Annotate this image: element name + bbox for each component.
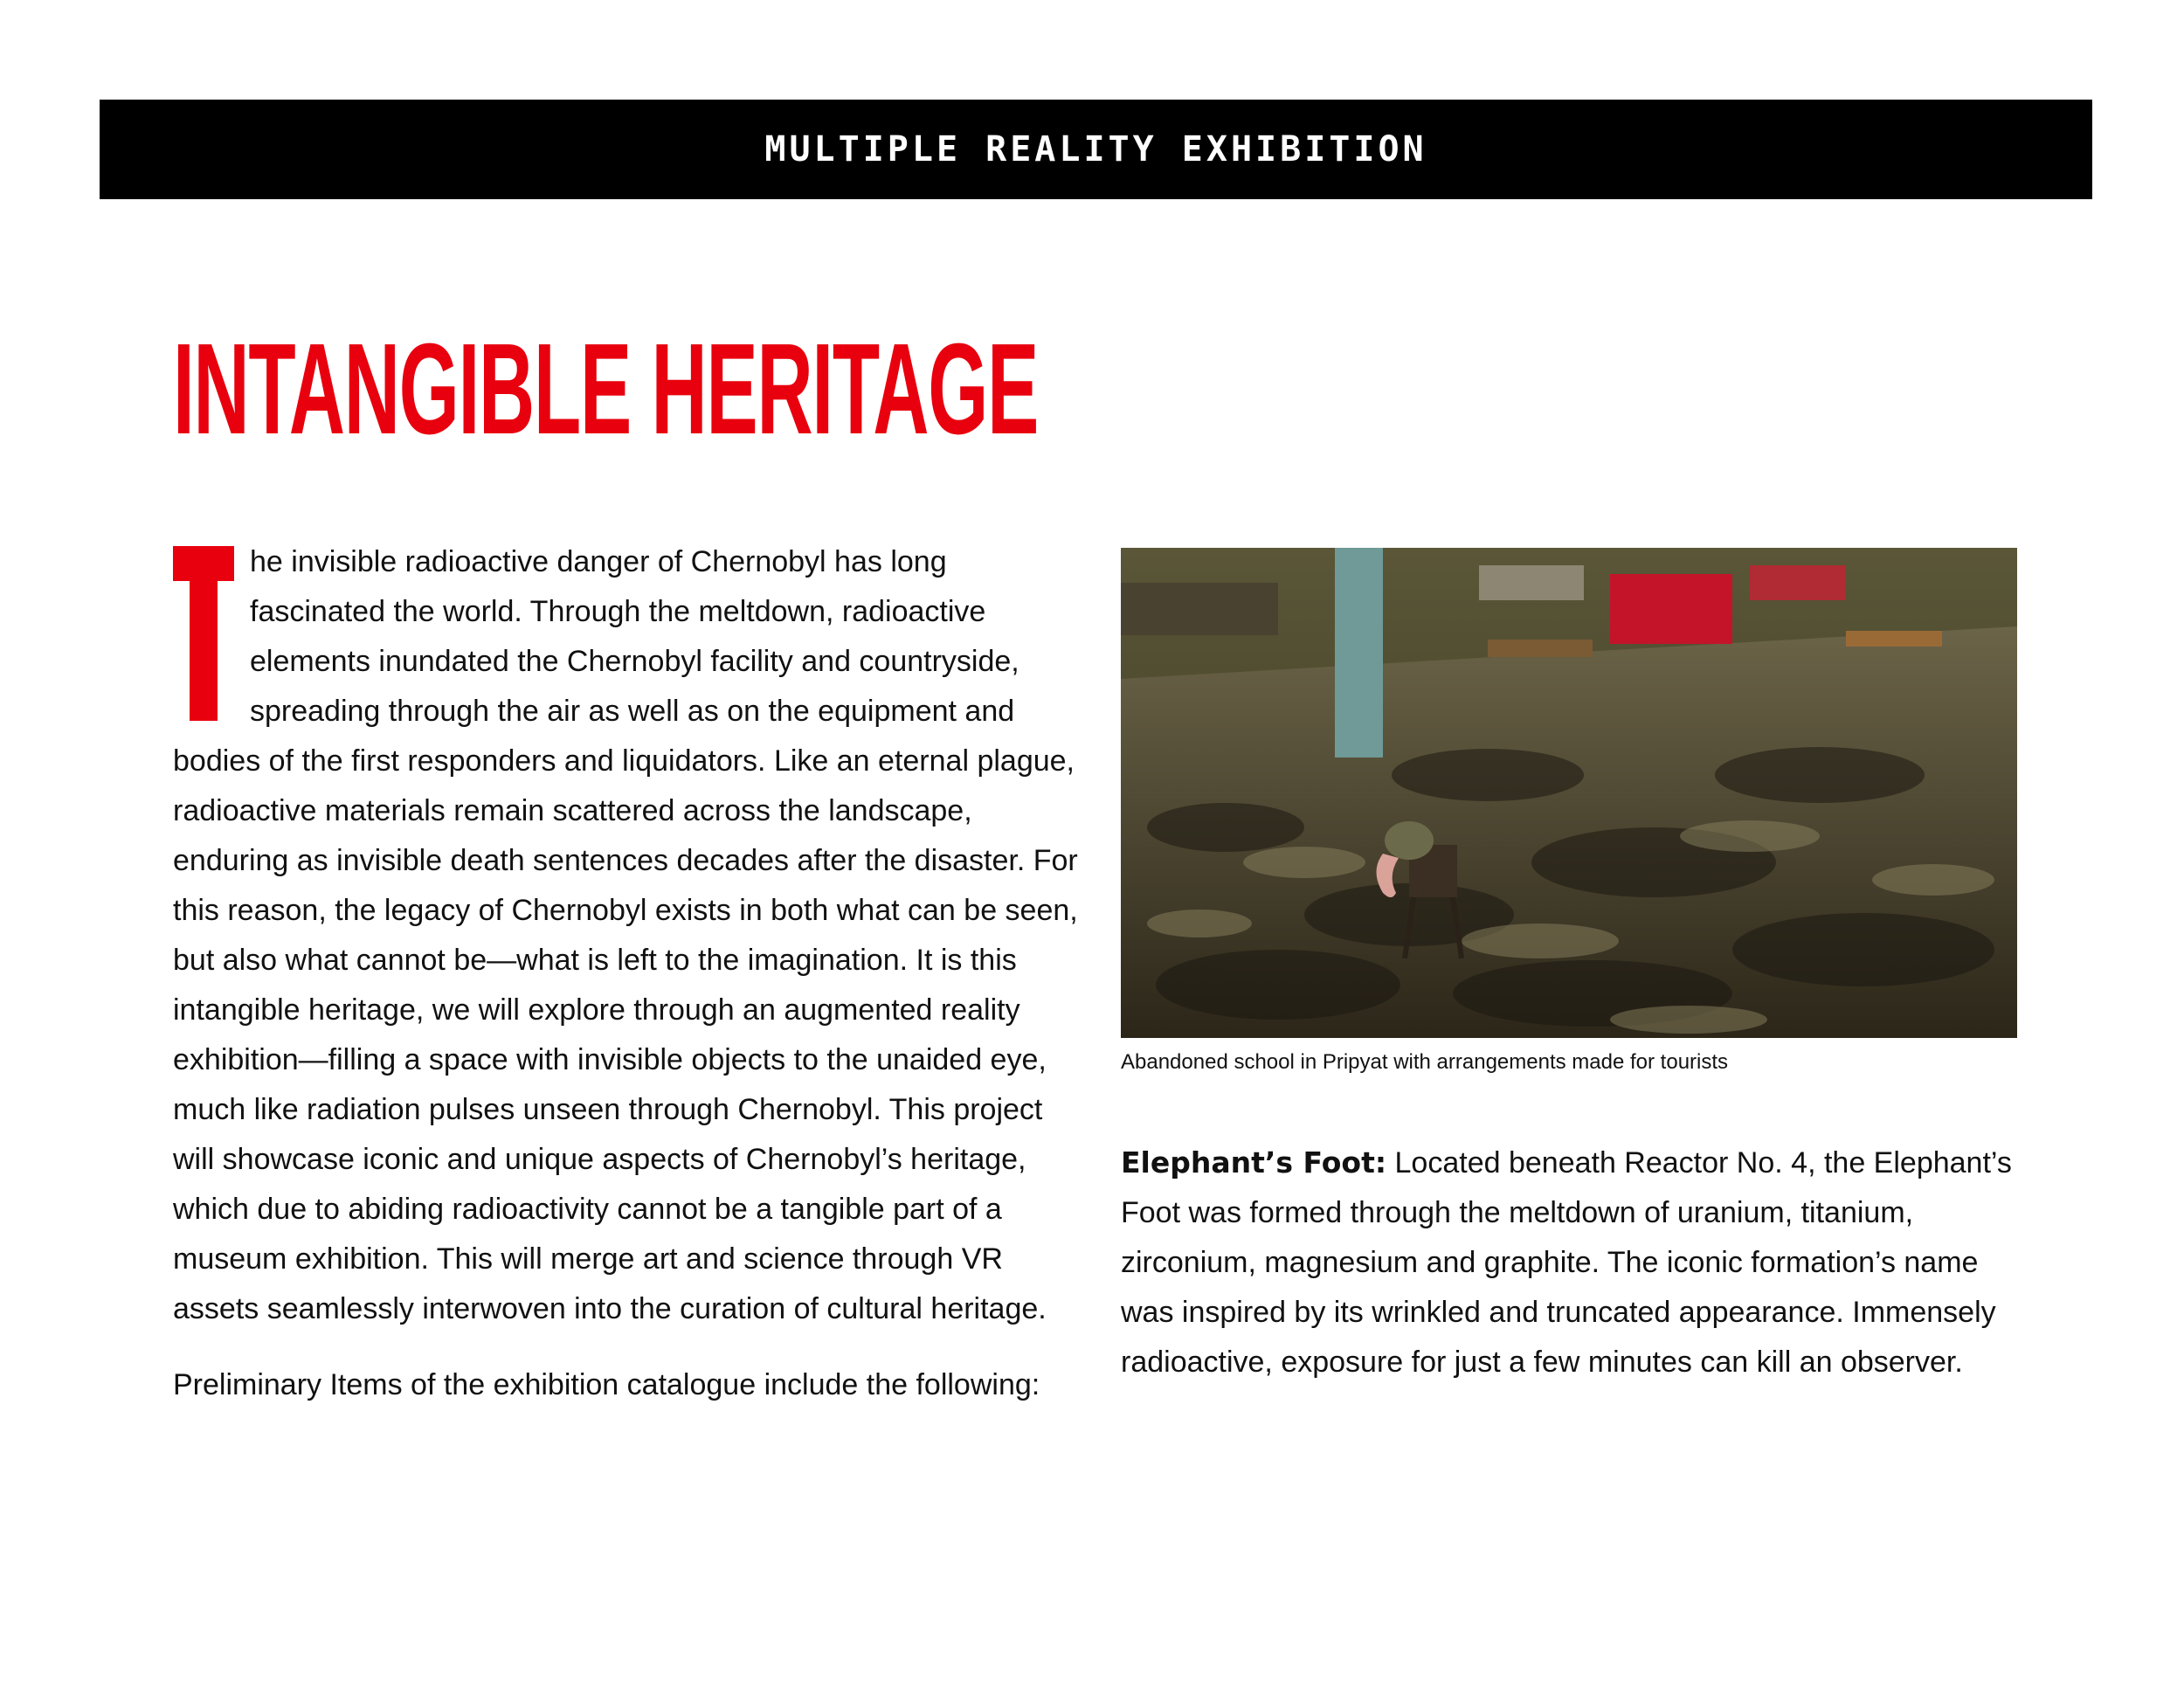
catalogue-intro-paragraph: Preliminary Items of the exhibition catalogue include the following: xyxy=(173,1368,1040,1401)
elephants-foot-paragraph xyxy=(1121,1138,2029,1387)
banner-title: MULTIPLE REALITY EXHIBITION xyxy=(764,129,1427,169)
catalogue-item xyxy=(1121,1138,2029,1387)
photo-caption: Abandoned school in Pripyat with arrangements made for tourists xyxy=(1121,1050,1729,1074)
drop-cap xyxy=(173,546,250,730)
intro-text: he invisible radioactive danger of Chernobyl has long fascinated the world. Through the meltdown, radioactive elements inundated the Chernobyl facility and countryside, spreading through the air as well as on the equipment and bodies of the first responders and liquidators. Like an eternal plague, radioactive materials remain scattered across the landscape, enduring as invisible death sentences decades after the disaster. For this reason, the legacy of Chernobyl exists in both what can be seen, but also what cannot be—what is left to the imagination. It is this intangible heritage, we will explore through an augmented reality exhibition—filling a space with invisible objects to the unaided eye, much like radiation pulses unseen through Chernobyl. This project will showcase iconic and unique aspects of Chernobyl’s heritage, which due to abiding radioactivity cannot be a tangible part of a museum exhibition. This will merge art and science through VR assets seamlessly interwoven into the curation of cultural heritage. xyxy=(173,545,1078,1325)
page-title: INTANGIBLE HERITAGE xyxy=(173,317,1039,461)
pripyat-school-photo xyxy=(1121,548,2017,1038)
intro-column xyxy=(173,537,1082,1410)
intro-paragraph xyxy=(173,537,1082,1334)
photo-illustration xyxy=(1121,548,2017,1038)
item-description: Located beneath Reactor No. 4, the Elephant’s Foot was formed through the meltdown of uranium, titanium, zirconium, magnesium and graphite. The iconic formation’s name was inspired by its wrinkled and truncated appearance. Immensely radioactive, exposure for just a few minutes can kill an observer. xyxy=(1121,1146,2012,1379)
item-heading: Elephant’s Foot: xyxy=(1121,1145,1387,1180)
header-banner xyxy=(100,100,2092,199)
